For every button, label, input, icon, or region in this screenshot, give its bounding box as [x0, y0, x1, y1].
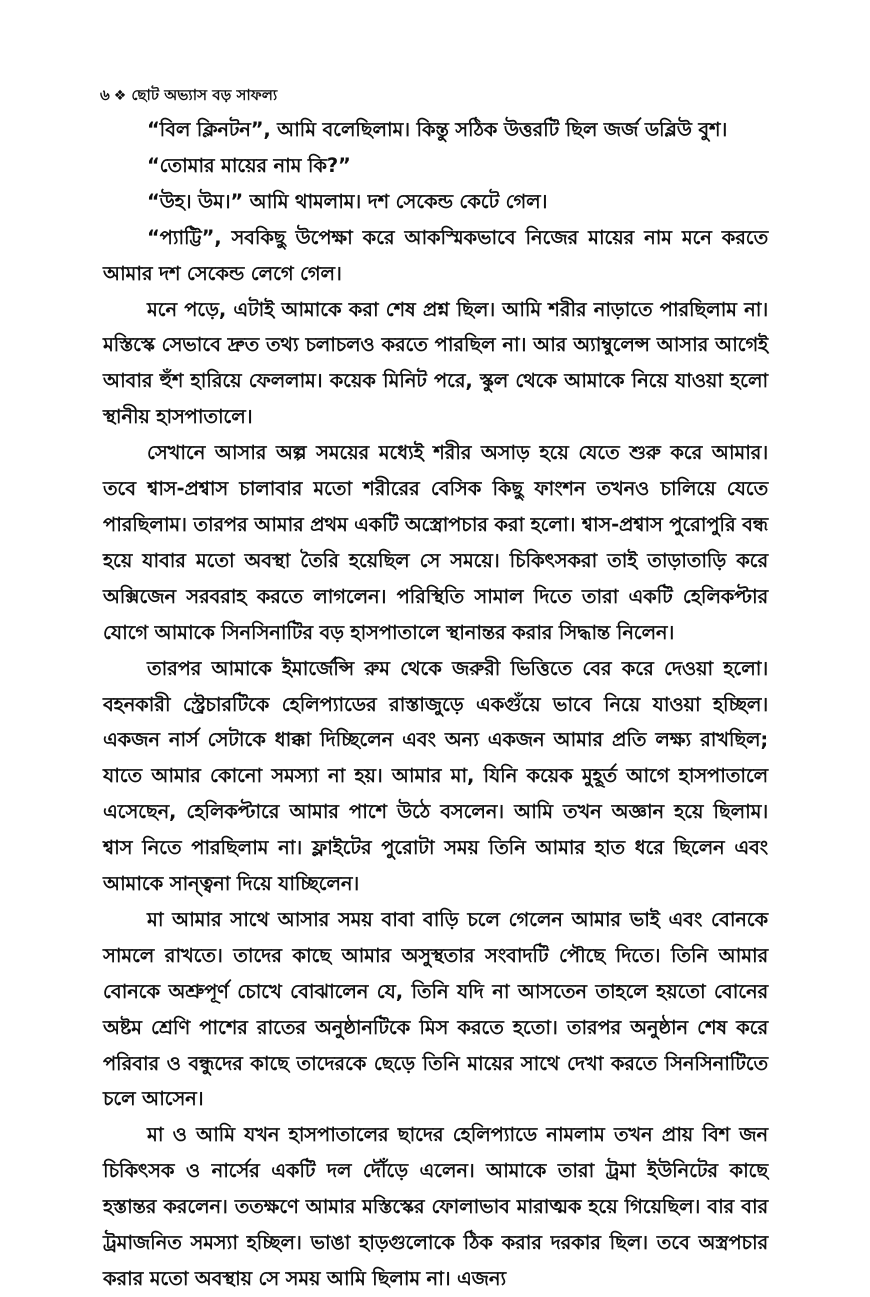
body-text — [103, 112, 768, 1297]
paragraph: মনে পড়ে, এটাই আমাকে করা শেষ প্রশ্ন ছিল। আমি শরীর নাড়াতে পারছিলাম না। মস্তিস্কে সেভাবে দ্রুত তথ্য চলাচলও করতে পারছিল না। আর অ্যাম্বুলেন্স আসার আগেই আবার হুঁশ হারিয়ে ফেললাম। কয়েক মিনিট পরে, স্কুল থেকে আমাকে নিয়ে যাওয়া হলো স্থানীয় হাসপাতালে। — [103, 297, 768, 429]
paragraph: “প্যাট্টি”, সবকিছু উপেক্ষা করে আকস্মিকভাবে নিজের মায়ের নাম মনে করতে আমার দশ সেকেন্ড লেগে গেল। — [103, 225, 768, 285]
paragraph: “বিল ক্লিনটন”, আমি বলেছিলাম। কিন্তু সঠিক উত্তরটি ছিল জর্জ ডব্লিউ বুশ। — [147, 118, 728, 141]
ornament-bullet-icon: ❖ — [113, 88, 127, 104]
paragraph: “তোমার মায়ের নাম কি?” — [147, 153, 351, 177]
book-title: ছোট অভ্যাস বড় সাফল্য — [131, 86, 278, 104]
paragraph: “উহ। উম।” আমি থামলাম। দশ সেকেন্ড কেটে গেল। — [147, 189, 548, 213]
page-number: ৬ — [100, 86, 110, 104]
paragraph: মা আমার সাথে আসার সময় বাবা বাড়ি চলে গেলেন আমার ভাই এবং বোনকে সামলে রাখতে। তাদের কাছে আমার অসুস্থতার সংবাদটি পৌছে দিতে। তিনি আমার বোনকে অশ্রুপূর্ণ চোখে বোঝালেন যে, তিনি যদি না আসতেন তাহলে হয়তো বোনের অষ্টম শ্রেণি পাশের রাতের অনুষ্ঠানটিকে মিস করতে হতো। তারপর অনুষ্ঠান শেষ করে পরিবার ও বন্ধুদের কাছে তাদেরকে ছেড়ে তিনি মায়ের সাথে দেখা করতে সিনসিনাটিতে চলে আসেন। — [103, 907, 768, 1111]
paragraph: মা ও আমি যখন হাসপাতালের ছাদের হেলিপ্যাডে নামলাম তখন প্রায় বিশ জন চিকিৎসক ও নার্সের একটি দল দৌঁড়ে এলেন। আমাকে তারা ট্রমা ইউনিটের কাছে হস্তান্তর করলেন। ততক্ষণে আমার মস্তিস্কের ফোলাভাব মারাত্মক হয়ে গিয়েছিল। বার বার ট্রমাজনিত সমস্যা হচ্ছিল। ভাঙা হাড়গুলোকে ঠিক করার দরকার ছিল। তবে অস্ত্রপচার করার মতো অবস্থায় সে সময় আমি ছিলাম না। এজন্য — [103, 1123, 768, 1290]
paragraph: তারপর আমাকে ইমার্জেন্সি রুম থেকে জরুরী ভিত্তিতে বের করে দেওয়া হলো। বহনকারী স্ট্রেচারটিকে হেলিপ্যাডের রাস্তাজুড়ে একগুঁয়ে ভাবে নিয়ে যাওয়া হচ্ছিল। একজন নার্স সেটাকে ধাক্কা দিচ্ছিলেন এবং অন্য একজন আমার প্রতি লক্ষ্য রাখছিল; যাতে আমার কোনো সমস্যা না হয়। আমার মা, যিনি কয়েক মুহূর্ত আগে হাসপাতালে এসেছেন, হেলিকপ্টারে আমার পাশে উঠে বসলেন। আমি তখন অজ্ঞান হয়ে ছিলাম। শ্বাস নিতে পারছিলাম না। ফ্লাইটের পুরোটা সময় তিনি আমার হাত ধরে ছিলেন এবং আমাকে সান্ত্বনা দিয়ে যাচ্ছিলেন। — [103, 656, 768, 896]
paragraph: সেখানে আসার অল্প সময়ের মধ্যেই শরীর অসাড় হয়ে যেতে শুরু করে আমার। তবে শ্বাস-প্রশ্বাস চালাবার মতো শরীরের বেসিক কিছু ফাংশন তখনও চালিয়ে যেতে পারছিলাম। তারপর আমার প্রথম একটি অস্ত্রোপচার করা হলো। শ্বাস-প্রশ্বাস পুরোপুরি বন্ধ হয়ে যাবার মতো অবস্থা তৈরি হয়েছিল সে সময়ে। চিকিৎসকরা তাই তাড়াতাড়ি করে অক্সিজেন সরবরাহ করতে লাগলেন। পরিস্থিতি সামাল দিতে তারা একটি হেলিকপ্টার যোগে আমাকে সিনসিনাটির বড় হাসপাতালে স্থানান্তর করার সিদ্ধান্ত নিলেন। — [103, 441, 768, 644]
running-header — [100, 84, 277, 107]
